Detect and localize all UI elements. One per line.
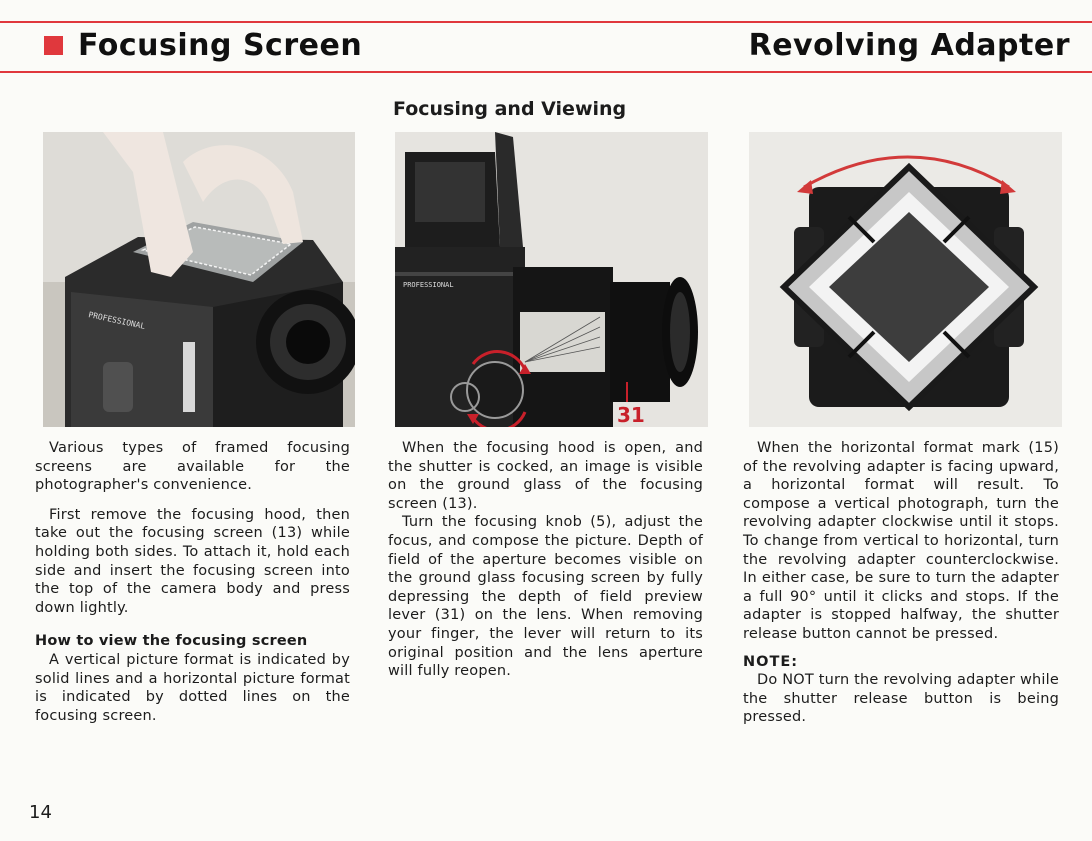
paragraph-remove-screen: First remove the focusing hood, then take out the focusing screen (13) while holding both sides. To attach it, hold each side and insert the focusing screen into the top of the camera body and press down lightly. xyxy=(35,506,350,616)
paragraph-adapter-rotation: When the horizontal format mark (15) of the revolving adapter is facing upward, a horizontal format will result. To compose a vertical photograph, turn the revolving adapter clockwise until it stops. To change from vertical to horizontal, turn the revolving adapter counterclockwise. In either case, be sure to turn the adapter a full 90° until it clicks and stops. If the adapter is stopped halfway, the shutter release button cannot be pressed. xyxy=(743,440,1059,642)
section-heading-focusing-viewing: Focusing and Viewing xyxy=(393,98,627,120)
svg-text:PROFESSIONAL: PROFESSIONAL xyxy=(403,281,454,289)
note-heading: NOTE: xyxy=(743,653,799,670)
paragraph-format-indication: A vertical picture format is indicated by solid lines and a horizontal picture format is indicated by dotted lines on the focusing screen. xyxy=(35,651,350,724)
header-top-rule xyxy=(0,21,1092,23)
page-title-revolving-adapter: Revolving Adapter xyxy=(748,28,1070,63)
page-title-focusing-screen: Focusing Screen xyxy=(78,28,363,63)
photo-revolving-adapter xyxy=(749,132,1062,427)
page-number: 14 xyxy=(29,802,52,823)
callout-label-31: 31 xyxy=(617,403,645,427)
paragraph-focusing-knob: Turn the focusing knob (5), adjust the focus, and compose the picture. Depth of field of the aperture becomes visible on the ground glass focusing screen by fully depressing the depth of field preview lever (31) on the lens. When removing your finger, the lever will return to its original position and the lens aperture will fully reopen. xyxy=(388,514,703,680)
paragraph-hood-open: When the focusing hood is open, and the shutter is cocked, an image is visible on the ground glass of the focusing screen (13). xyxy=(388,440,703,512)
paragraph-screen-types: Various types of framed focusing screens are available for the photographer's convenience. xyxy=(35,440,350,494)
text-column-focusing-screen xyxy=(35,439,350,725)
subheading-view-screen: How to view the focusing screen xyxy=(35,633,308,650)
section-marker-square xyxy=(44,36,63,55)
photo-camera-side-view xyxy=(395,132,708,427)
text-column-focusing-viewing xyxy=(388,439,703,681)
note-text: Do NOT turn the revolving adapter while the shutter release button is being pressed. xyxy=(743,672,1059,726)
photo-focusing-screen-removal xyxy=(43,132,355,427)
svg-text:PROFESSIONAL: PROFESSIONAL xyxy=(87,310,146,331)
header-bottom-rule xyxy=(0,71,1092,73)
text-column-revolving-adapter xyxy=(743,439,1059,727)
